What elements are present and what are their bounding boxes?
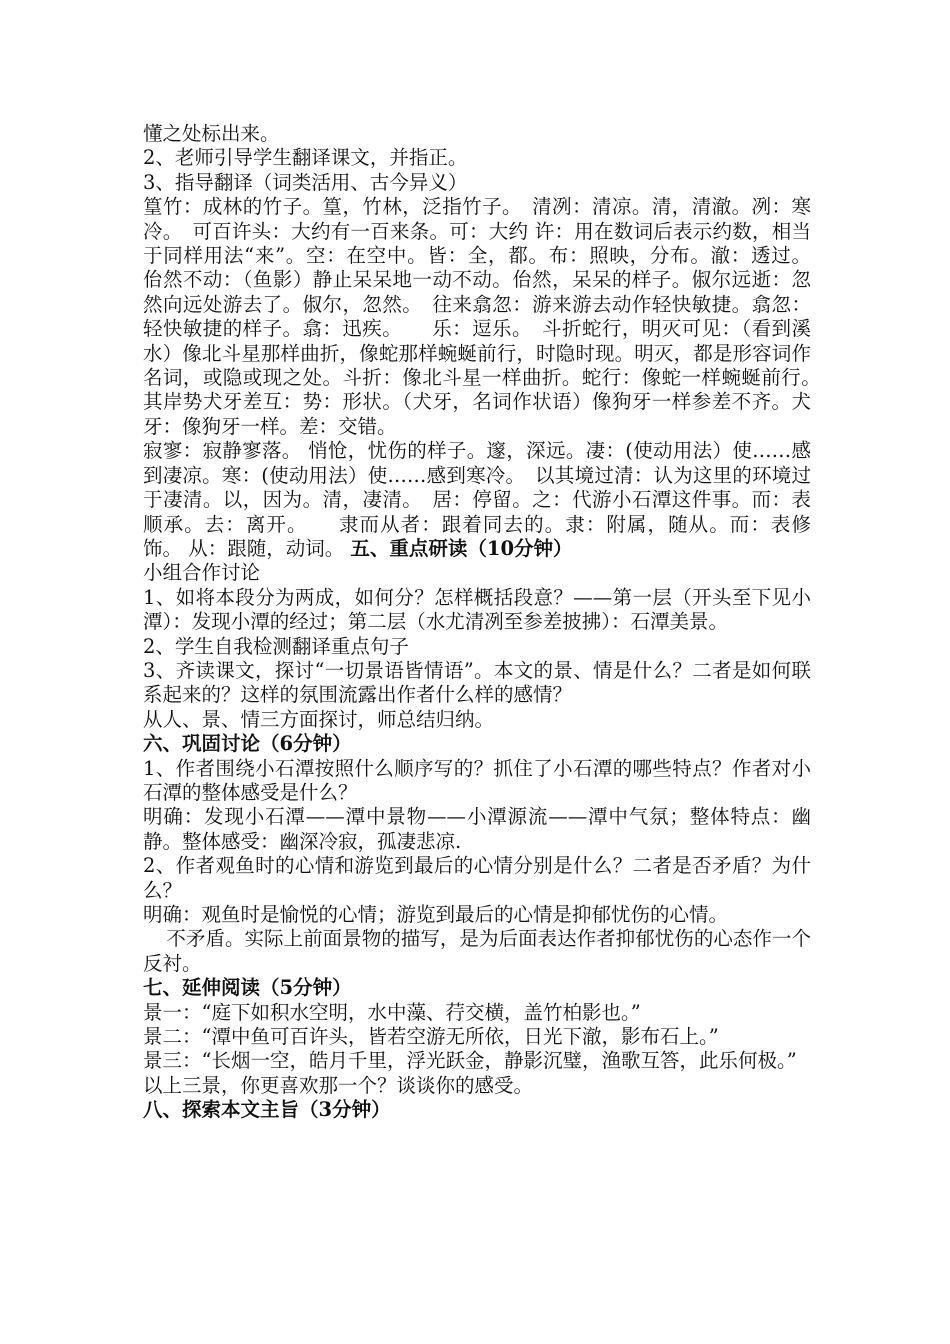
paragraph: 以上三景，你更喜欢那一个？谈谈你的感受。 xyxy=(143,1073,534,1097)
section-heading-7: 七、延伸阅读（5分钟） xyxy=(143,976,352,1000)
paragraph: 3、指导翻译（词类活用、古今异义） xyxy=(143,170,468,194)
paragraph: 3、齐读课文，探讨“一切景语皆情语”。本文的景、情是什么？二者是如何联系起来的？这样的氛围流露出作者什么样的感情？ xyxy=(143,658,811,707)
vocab-notes: 篁竹：成林的竹子。篁，竹林，泛指竹子。 清冽：清凉。清，清澈。冽：寒冷。 可百许头：大约有一百来条。可：大约 许：用在数词后表示约数，相当于同样用法“来”。空：在空中。皆：全，都。布：照映，分布。澈：透过。 佁然不动：（鱼影）静止呆呆地一动不动。佁然，呆呆的样子。俶尔远逝：忽然向远处游去了。俶尔，忽然。 往来翕忽：游来游去动作轻快敏捷。翕忽：轻快敏捷的样子。翕：迅疾。 乐：逗乐。 斗折蛇行，明灭可见：（看到溪水）像北斗星那样曲折，像蛇那样蜿蜒前行，时隐时现。明灭，都是形容词作名词，或隐或现之处。斗折：像北斗星一样曲折。蛇行：像蛇一样蜿蜒前行。 其岸势犬牙差互：势：形状。（犬牙，名词作状语）像狗牙一样参差不齐。犬牙：像狗牙一样。差：交错。 xyxy=(143,195,851,438)
paragraph: 明确：观鱼时是愉悦的心情；游览到最后的心情是抑郁忧伤的心情。 xyxy=(143,903,729,926)
vocab-notes-2 xyxy=(143,439,811,561)
paragraph: 景二：“潭中鱼可百许头，皆若空游无所依，日光下澈，影布石上。” xyxy=(143,1025,719,1049)
paragraph: 1、作者围绕小石潭按照什么顺序写的？抓住了小石潭的哪些特点？作者对小石潭的整体感受是什么？ xyxy=(143,756,811,804)
section-heading-8: 八、探索本文主旨（3分钟） xyxy=(143,1098,391,1122)
paragraph: 景三：“长烟一空，皓月千里，浮光跃金，静影沉璧，渔歌互答，此乐何极。” xyxy=(143,1049,797,1073)
paragraph: 不矛盾。实际上前面景物的描写，是为后面表达作者抑郁忧伤的心态作一个反衬。 xyxy=(143,927,811,975)
vocab-text: 寂寥：寂静寥落。 悄怆，忧伤的样子。邃，深远。凄：(使动用法）使……感到凄凉。寒：(使动用法）使……感到寒冷。 以其境过清：认为这里的环境过于凄清。以，因为。清，凄清。 居：停留。之：代游小石潭这件事。而：表顺承。去：离开。 隶而从者：跟着同去的。隶：附属，随从。而：表修饰。 从：跟随，动词。 xyxy=(143,439,811,560)
paragraph: 从人、景、情三方面探讨，师总结归纳。 xyxy=(143,707,495,731)
paragraph: 懂之处标出来。 xyxy=(143,122,280,145)
paragraph: 1、如将本段分为两成，如何分？怎样概括段意？——第一层（开头至下见小潭）：发现小潭的经过；第二层（水尤清冽至参差披拂）：石潭美景。 xyxy=(143,585,811,634)
paragraph: 2、老师引导学生翻译课文，并指正。 xyxy=(143,146,468,170)
paragraph: 景一：“庭下如积水空明，水中藻、荇交横，盖竹柏影也。” xyxy=(143,1000,641,1024)
paragraph: 小组合作讨论 xyxy=(143,561,261,585)
document-body xyxy=(143,122,851,1123)
section-heading-6: 六、巩固讨论（6分钟） xyxy=(143,732,352,756)
section-heading-5: 五、重点研读（10分钟） xyxy=(350,536,573,560)
paragraph: 明确：发现小石潭——潭中景物——小潭源流——潭中气氛；整体特点：幽静。整体感受：幽深冷寂，孤凄悲凉. xyxy=(143,805,811,853)
paragraph: 2、学生自我检测翻译重点句子 xyxy=(143,634,409,658)
paragraph: 2、作者观鱼时的心情和游览到最后的心情分别是什么？二者是否矛盾？为什么？ xyxy=(143,854,811,902)
